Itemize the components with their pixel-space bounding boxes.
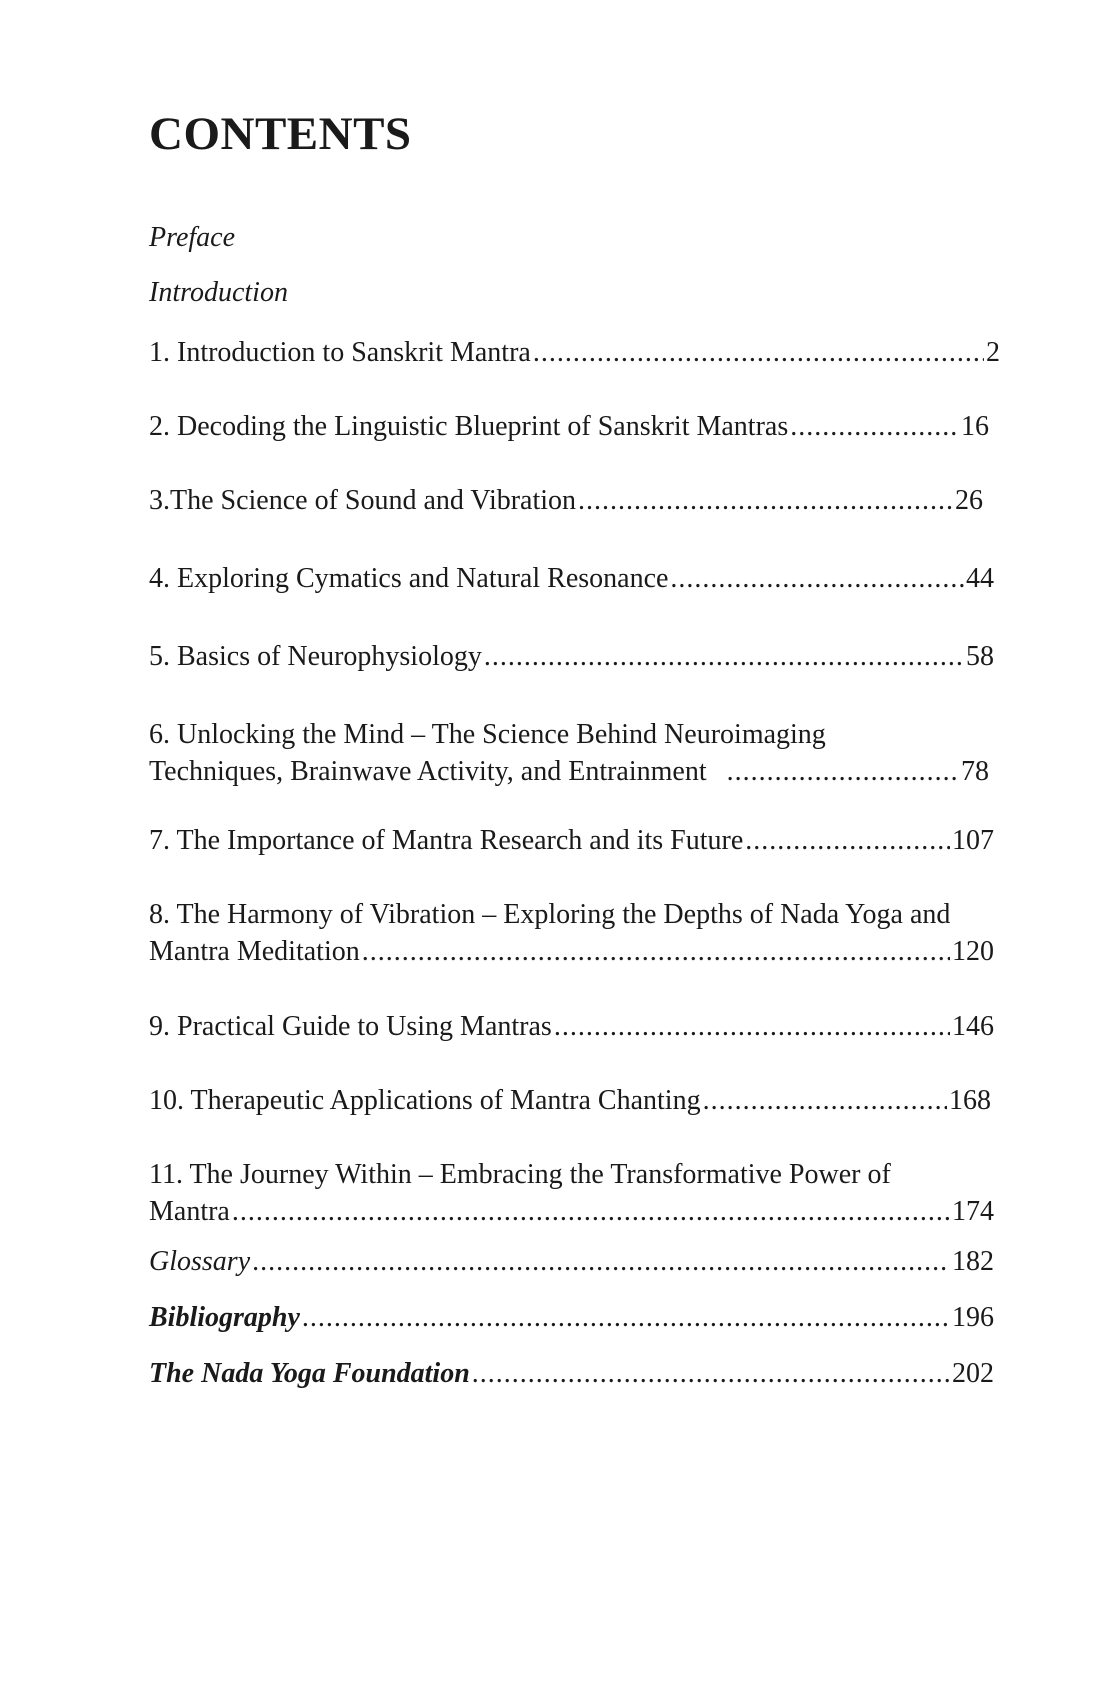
toc-entry-chapter-7[interactable] bbox=[149, 822, 994, 859]
toc-entry-title: 1. Introduction to Sanskrit Mantra bbox=[149, 337, 531, 368]
toc-page-number: 58 bbox=[966, 641, 994, 672]
dot-leader bbox=[703, 1082, 947, 1119]
toc-page-number: 146 bbox=[952, 1011, 994, 1042]
page-title: CONTENTS bbox=[149, 108, 412, 160]
dot-leader bbox=[790, 408, 959, 445]
toc-entry-title: The Nada Yoga Foundation bbox=[149, 1358, 470, 1389]
dot-leader bbox=[745, 822, 950, 859]
toc-entry-chapter-6[interactable] bbox=[149, 716, 989, 790]
toc-entry-title: 4. Exploring Cymatics and Natural Resonance bbox=[149, 563, 669, 594]
dot-leader bbox=[252, 1243, 950, 1280]
toc-entry-title-continued: Mantra bbox=[149, 1196, 230, 1227]
toc-entry-chapter-4[interactable] bbox=[149, 560, 994, 597]
dot-leader bbox=[472, 1355, 950, 1392]
toc-page-number: 182 bbox=[952, 1246, 994, 1277]
toc-entry-title: 7. The Importance of Mantra Research and its Future bbox=[149, 825, 744, 856]
toc-page-number: 78 bbox=[961, 756, 989, 787]
toc-page-number: 196 bbox=[952, 1302, 994, 1333]
toc-front-introduction[interactable]: Introduction bbox=[149, 277, 288, 308]
dot-leader bbox=[727, 753, 959, 790]
dot-leader bbox=[484, 638, 964, 675]
toc-entry-chapter-11[interactable] bbox=[149, 1156, 994, 1230]
toc-page-number: 26 bbox=[955, 485, 983, 516]
toc-entry-title-continued: Mantra Meditation bbox=[149, 936, 360, 967]
toc-entry-title: 3.The Science of Sound and Vibration bbox=[149, 485, 577, 516]
toc-entry-title: 2. Decoding the Linguistic Blueprint of Sanskrit Mantras bbox=[149, 411, 789, 442]
toc-page-number: 44 bbox=[966, 563, 994, 594]
dot-leader bbox=[578, 482, 953, 519]
dot-leader bbox=[302, 1299, 950, 1336]
toc-entry-title-continued: Techniques, Brainwave Activity, and Entrainment bbox=[149, 756, 707, 787]
toc-entry-chapter-1[interactable] bbox=[149, 334, 1000, 371]
toc-front-preface[interactable]: Preface bbox=[149, 222, 236, 253]
toc-entry-title: 11. The Journey Within – Embracing the Transformative Power of bbox=[149, 1159, 891, 1190]
toc-page-number: 16 bbox=[961, 411, 989, 442]
toc-entry-title: Glossary bbox=[149, 1246, 251, 1277]
toc-entry-chapter-10[interactable] bbox=[149, 1082, 991, 1119]
dot-leader bbox=[670, 560, 964, 597]
toc-entry-title: 9. Practical Guide to Using Mantras bbox=[149, 1011, 552, 1042]
toc-entry-title: 5. Basics of Neurophysiology bbox=[149, 641, 482, 672]
toc-entry-chapter-2[interactable] bbox=[149, 408, 989, 445]
toc-page-number: 120 bbox=[952, 936, 994, 967]
dot-leader bbox=[533, 334, 984, 371]
toc-page-number: 174 bbox=[952, 1196, 994, 1227]
dot-leader bbox=[362, 933, 950, 970]
toc-entry-chapter-8[interactable] bbox=[149, 896, 994, 970]
toc-page-number: 202 bbox=[952, 1358, 994, 1389]
toc-back-bibliography[interactable] bbox=[149, 1299, 994, 1336]
toc-entry-title: 6. Unlocking the Mind – The Science Behind Neuroimaging bbox=[149, 719, 826, 750]
toc-page-number: 107 bbox=[952, 825, 994, 856]
toc-back-nada-yoga-foundation[interactable] bbox=[149, 1355, 994, 1392]
toc-entry-title: 8. The Harmony of Vibration – Exploring the Depths of Nada Yoga and bbox=[149, 899, 951, 930]
dot-leader bbox=[232, 1193, 950, 1230]
toc-entry-title: Bibliography bbox=[149, 1302, 300, 1333]
toc-page-number: 168 bbox=[949, 1085, 991, 1116]
toc-entry-chapter-9[interactable] bbox=[149, 1008, 994, 1045]
toc-entry-chapter-5[interactable] bbox=[149, 638, 994, 675]
toc-entry-chapter-3[interactable] bbox=[149, 482, 983, 519]
toc-back-glossary[interactable] bbox=[149, 1243, 994, 1280]
toc-page-number: 2 bbox=[986, 337, 1000, 368]
toc-entry-title: 10. Therapeutic Applications of Mantra Chanting bbox=[149, 1085, 701, 1116]
dot-leader bbox=[554, 1008, 950, 1045]
